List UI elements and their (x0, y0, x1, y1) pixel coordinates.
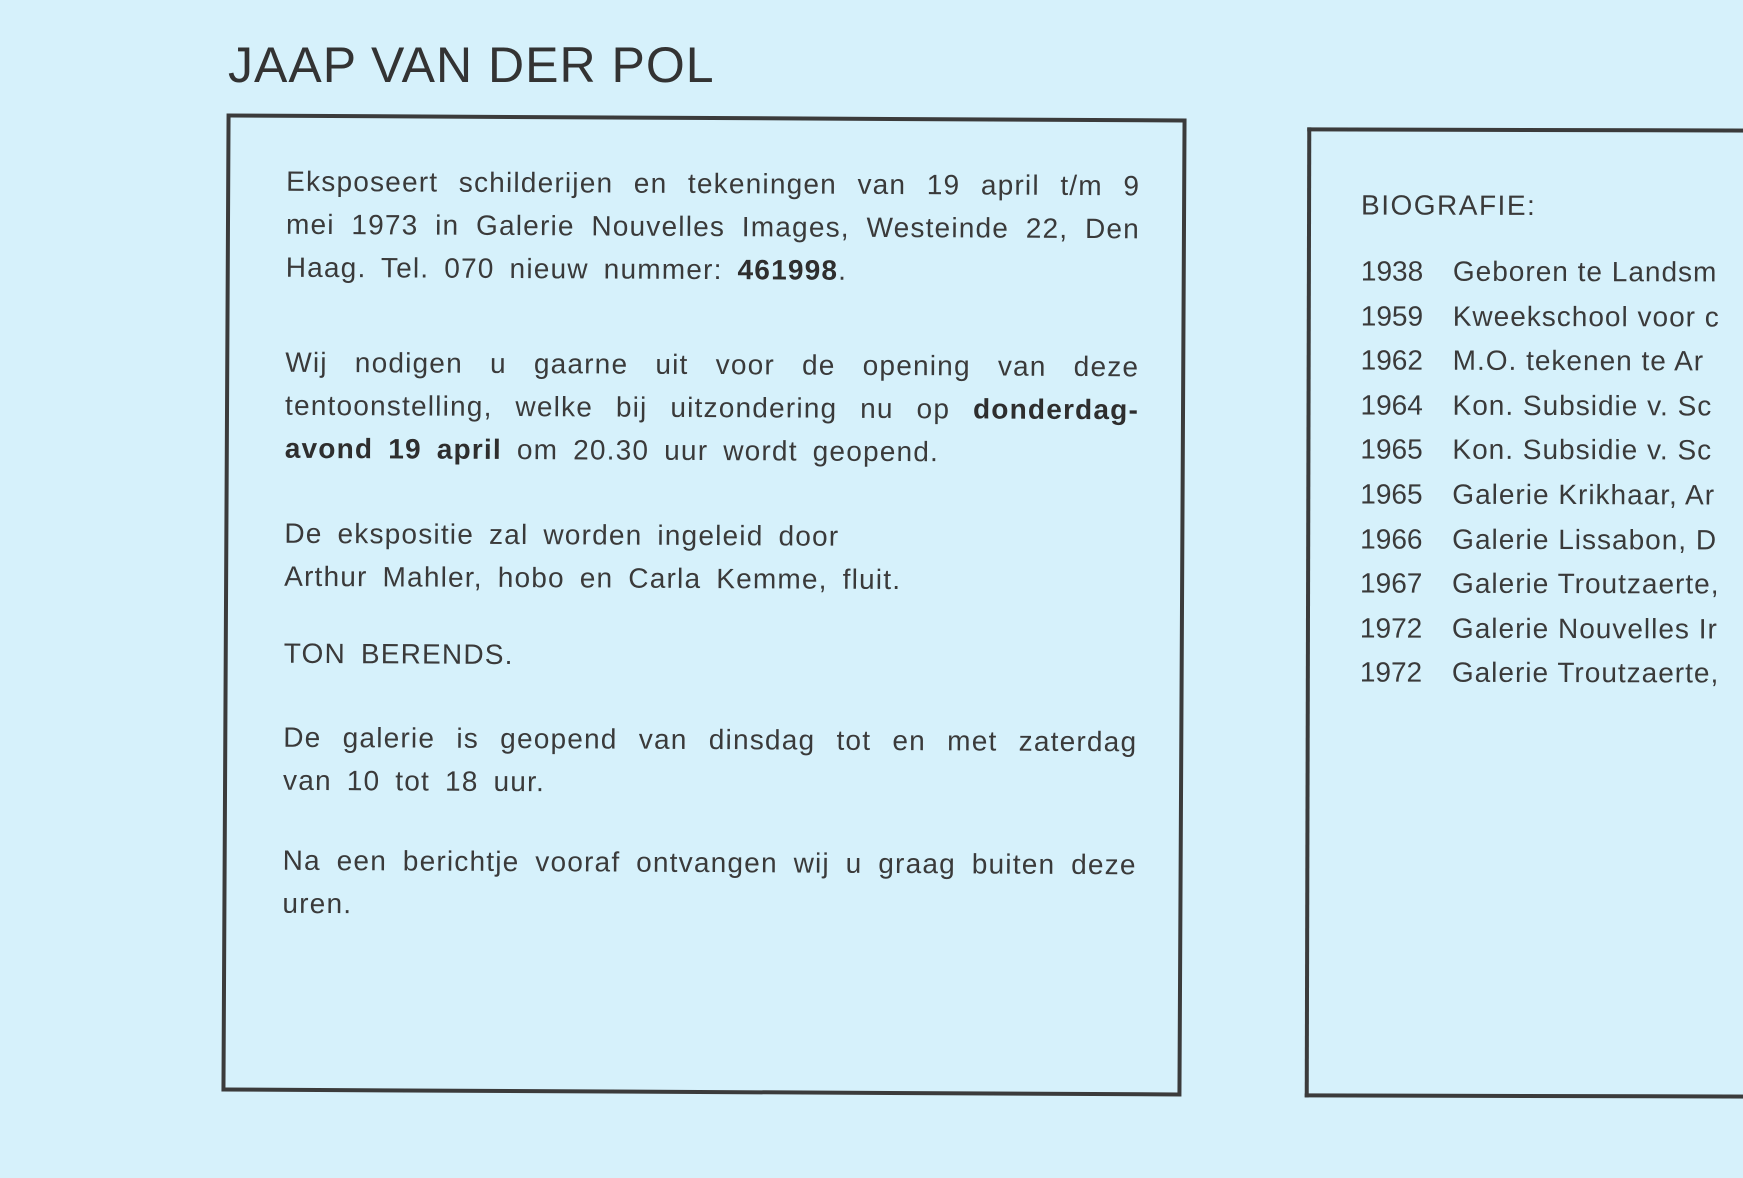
list-item (1361, 339, 1721, 385)
list-item (1360, 651, 1720, 697)
biography-text: Kweekschool voor c (1452, 300, 1720, 333)
phone-number: 461998 (737, 254, 839, 286)
exhibition-text: Eksposeert schilderijen en tekeningen van 19 april t/m 9 mei 1973 in Galerie Nouvelles Images, Westeinde 22, Den Haag. Tel. 070 nieuw nummer: (285, 165, 1141, 286)
biography-list (1360, 250, 1721, 697)
biography-year: 1965 (1360, 433, 1423, 466)
biography-text: Kon. Subsidie v. Sc (1452, 434, 1713, 466)
biography-year: 1964 (1360, 389, 1423, 421)
introduction-line-2: Arthur Mahler, hobo en Carla Kemme, fluit. (284, 560, 902, 596)
biography-text: Kon. Subsidie v. Sc (1452, 389, 1713, 422)
opening-date: donderdag-avond 19 april (284, 393, 1140, 465)
list-item (1360, 562, 1720, 608)
signature: TON BERENDS. (283, 637, 514, 671)
list-item (1360, 473, 1720, 519)
list-item (1361, 294, 1721, 340)
biography-year: 1972 (1359, 656, 1423, 689)
list-item (1360, 383, 1720, 429)
biography-text: Galerie Krikhaar, Ar (1452, 478, 1716, 511)
list-item (1360, 517, 1720, 563)
biography-text: Galerie Nouvelles Ir (1451, 612, 1718, 645)
biography-year: 1938 (1360, 255, 1424, 287)
list-item (1360, 606, 1720, 652)
biography-year: 1959 (1360, 300, 1424, 332)
opening-text: Wij nodigen u gaarne uit voor de opening van deze tentoonstelling, welke bij uitzondering nu op (284, 346, 1140, 425)
biography-text: Galerie Lissabon, D (1452, 523, 1718, 556)
biography-box (1305, 127, 1743, 1098)
biography-text: Geboren te Landsm (1452, 255, 1718, 288)
introduction-line-1: De ekspositie zal worden ingeleid door (284, 517, 840, 552)
biography-text: Galerie Troutzaerte, (1452, 567, 1720, 600)
biography-heading: BIOGRAFIE: (1361, 189, 1537, 221)
introduction-paragraph (284, 512, 1138, 602)
opening-text-end: om 20.30 uur wordt geopend. (501, 433, 940, 468)
exhibition-text-end: . (838, 254, 848, 286)
opening-hours-paragraph: De galerie is geopend van dinsdag tot en met zaterdag van 10 tot 18 uur. (282, 721, 1138, 798)
biography-text: M.O. tekenen te Ar (1452, 344, 1705, 377)
list-item (1361, 250, 1721, 296)
biography-year: 1965 (1360, 478, 1423, 510)
biography-year: 1966 (1360, 523, 1423, 555)
biography-year: 1967 (1360, 567, 1423, 599)
appointment-paragraph: Na een berichtje vooraf ontvangen wij u graag buiten deze uren. (282, 844, 1137, 920)
biography-text: Galerie Troutzaerte, (1451, 657, 1720, 689)
opening-paragraph (285, 341, 1140, 474)
list-item (1360, 428, 1720, 474)
exhibition-paragraph (286, 160, 1141, 293)
biography-year: 1972 (1359, 612, 1423, 644)
biography-year: 1962 (1360, 344, 1423, 376)
invitation-box (221, 113, 1186, 1096)
page-title: JAAP VAN DER POL (228, 37, 715, 93)
